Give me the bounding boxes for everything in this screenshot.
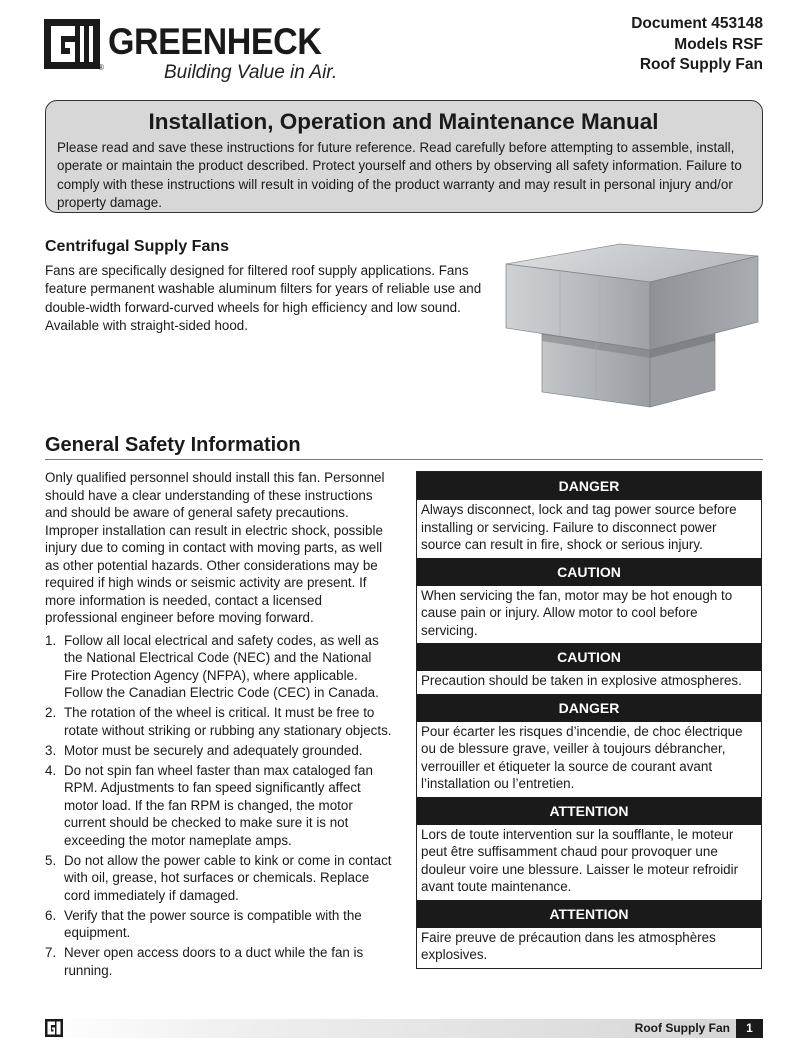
list-item — [45, 742, 395, 760]
safety-text-column — [45, 469, 395, 982]
document-product: Roof Supply Fan — [639, 56, 763, 73]
warning-header-attention: ATTENTION — [417, 797, 761, 825]
list-item-number: 5. — [45, 852, 57, 868]
greenheck-logo — [44, 19, 344, 85]
list-item — [45, 852, 395, 905]
warning-header-caution: CAUTION — [417, 558, 761, 586]
warning-header-danger: DANGER — [417, 694, 761, 722]
list-item — [45, 762, 395, 850]
page-number: 1 — [736, 1019, 763, 1038]
list-item-text: Do not allow the power cable to kink or come in contact with oil, grease, hot surfaces or chemicals. Replace cord immediately if damaged. — [64, 852, 392, 903]
list-item-text: Verify that the power source is compatible with the equipment. — [64, 907, 362, 940]
document-number: Document 453148 — [631, 15, 763, 32]
intro-body: Fans are specifically designed for filtered roof supply applications. Fans feature permanent washable aluminum filters for years of reliable use and double-width forward-curved wheels for high efficiency and low sound. Available with straight-sided hood. — [45, 263, 482, 334]
list-item-text: The rotation of the wheel is critical. It must be free to rotate without striking or rubbing any stationary objects. — [64, 705, 392, 738]
safety-heading: General Safety Information — [45, 434, 301, 456]
manual-notice: Please read and save these instructions for future reference. Read carefully before attempting to assemble, install, operate or maintain the product described. Protect yourself and others by observing all safety information. Failure to comply with these instructions will result in voiding of the product warranty and may result in personal injury and/or property damage. — [57, 140, 742, 211]
greenheck-g-mark-icon — [44, 19, 100, 69]
brand-tagline: Building Value in Air. — [164, 62, 338, 83]
list-item-number: 1. — [45, 632, 57, 648]
manual-title: Installation, Operation and Maintenance Manual — [148, 109, 659, 134]
list-item-text: Motor must be securely and adequately grounded. — [64, 742, 363, 758]
brand-name: GREENHECK — [108, 21, 322, 62]
warnings-panel — [416, 471, 762, 969]
greenheck-footer-mark-icon — [45, 1019, 63, 1037]
list-item — [45, 944, 395, 979]
list-item-number: 3. — [45, 742, 57, 758]
list-item-text: Follow all local electrical and safety codes, as well as the National Electrical Code (NEC) and the National Fire Protection Agency (NFPA), where applicable. Follow the Canadian Electric Code (CEC) in Canada. — [64, 632, 379, 700]
warning-header-danger: DANGER — [417, 472, 761, 500]
warning-text: When servicing the fan, motor may be hot enough to cause pain or injury. Allow motor to cool before servicing. — [421, 587, 733, 638]
registered-mark: ® — [98, 63, 104, 72]
warning-text: Always disconnect, lock and tag power source before installing or servicing. Failure to disconnect power source can result in fire, shock or serious injury. — [421, 502, 737, 552]
warning-text: Lors de toute intervention sur la soufflante, le moteur peut être suffisamment chaud pour provoquer une douleur voire une blessure. Laisser le moteur refroidir avant toute maintenance. — [421, 826, 739, 894]
list-item — [45, 704, 395, 739]
list-item-text: Never open access doors to a duct while the fan is running. — [64, 945, 364, 978]
footer-title: Roof Supply Fan — [634, 1021, 730, 1035]
intro-heading: Centrifugal Supply Fans — [45, 238, 230, 255]
warning-text: Pour écarter les risques d’incendie, de choc électrique ou de blessure grave, veiller à toujours débrancher, verrouiller et étiqueter la source de courant avant l’installation ou l’entretien. — [421, 723, 743, 791]
safety-intro-paragraph: Only qualified personnel should install this fan. Personnel should have a clear understanding of these instructions and should be aware of general safety precautions. Improper installation can result in electric shock, possible injury due to coming in contact with moving parts, as well as other potential hazards. Other considerations may be required if high winds or seismic activity are present. If more information is needed, contact a licensed professional engineer before moving forward. — [45, 470, 385, 625]
warning-text: Faire preuve de précaution dans les atmosphères explosives. — [421, 929, 716, 962]
warning-header-attention: ATTENTION — [417, 900, 761, 928]
document-info — [631, 14, 763, 76]
list-item — [45, 907, 395, 942]
document-models: Models RSF — [674, 35, 763, 53]
list-item-number: 7. — [45, 945, 57, 960]
list-item-text: Do not spin fan wheel faster than max cataloged fan RPM. Adjustments to fan speed significantly affect motor load. If the fan RPM is changed, the motor current should be checked to make sure it is not exceeding the motor nameplate amps. — [64, 762, 373, 848]
roof-supply-fan-image — [500, 242, 762, 414]
manual-title-box — [45, 100, 763, 213]
safety-list — [45, 632, 395, 980]
list-item-number: 6. — [45, 907, 57, 923]
warning-header-caution: CAUTION — [417, 643, 761, 671]
list-item-number: 4. — [45, 762, 57, 778]
warning-text: Precaution should be taken in explosive atmospheres. — [421, 673, 742, 688]
list-item — [45, 632, 395, 702]
section-divider — [45, 459, 763, 460]
list-item-number: 2. — [45, 705, 57, 720]
